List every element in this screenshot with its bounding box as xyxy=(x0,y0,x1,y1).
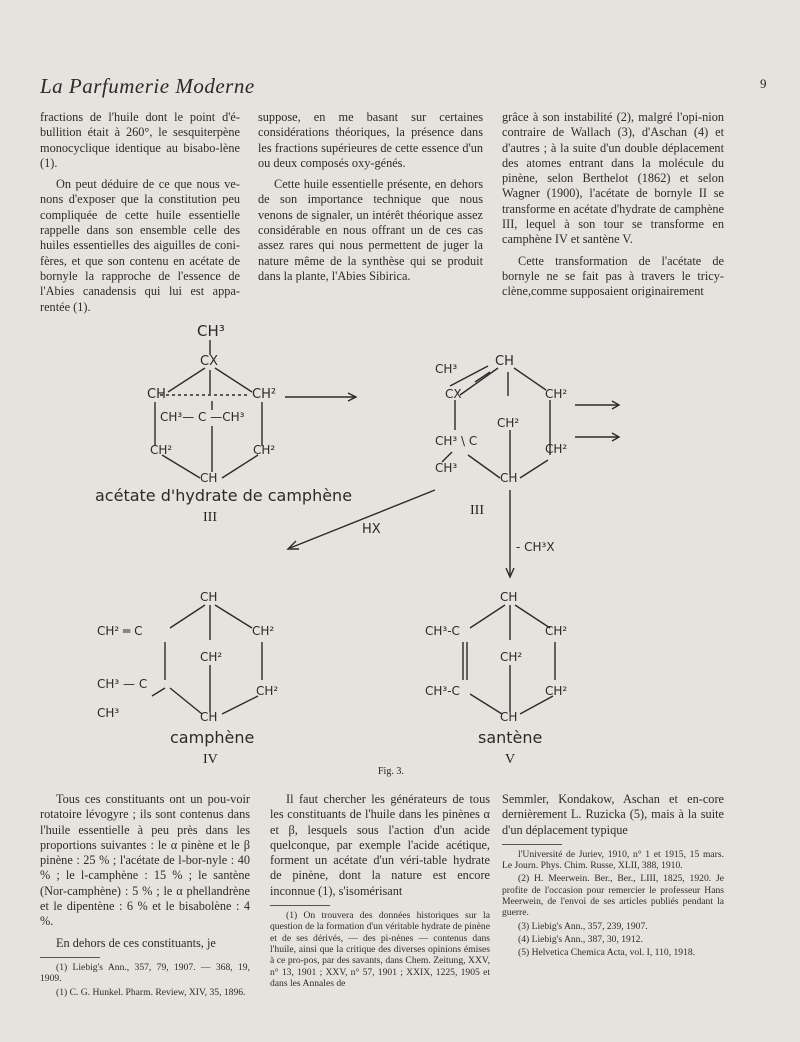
atom-cx: CX xyxy=(200,354,218,369)
atom-ch: CH xyxy=(147,387,166,402)
bottom-column-2 xyxy=(270,792,490,991)
bottom-column-1 xyxy=(40,792,250,1000)
atom-ch3: CH³ xyxy=(435,362,458,376)
atom-ch2: CH² xyxy=(545,624,568,638)
reagent-minus-ch3x: - CH³X xyxy=(516,540,555,554)
atom-ch: CH xyxy=(200,471,218,485)
footnotes xyxy=(40,962,250,998)
atom-ch: CH xyxy=(200,590,218,604)
roman-numeral-III: III xyxy=(203,510,217,525)
footnote: l'Université de Juriev, 1910, n° 1 et 1915, 15 mars. Le Journ. Phys. Chim. Russe, XLII, 388, 1910. xyxy=(502,848,724,872)
atom-ch: CH xyxy=(500,590,518,604)
roman-numeral-III: III xyxy=(470,503,484,518)
atom-ch2: CH² xyxy=(252,387,277,402)
footnote: (5) Helvetica Chemica Acta, vol. I, 110, 1918. xyxy=(518,947,696,959)
footnote: (4) Liebig's Ann., 387, 30, 1912. xyxy=(518,933,643,945)
atom-ch3c: CH³-C xyxy=(425,684,460,698)
atom-ch: CH xyxy=(200,710,218,724)
atom-ch2: CH² xyxy=(545,442,568,456)
atom-cx: CX xyxy=(445,387,462,401)
atom-ch3: CH³ xyxy=(435,461,458,475)
paragraph: grâce à son instabilité (2), malgré l'opi-nion contraire de Wallach (3), d'Aschan (4) et d'autres ; à la suite d'un double déplacement des atomes entrant dans la molécule du pinène, selon Berthelot (1862) et selon Wagner (1900), l'acétate de bornyle II se transforme en acétate d'hydrate de camphène III, lequel à son tour se transforme en camphène IV et santène V. xyxy=(502,110,724,247)
atom-ch2: CH² xyxy=(252,624,275,638)
paragraph: On peut déduire de ce que nous ve-nons d'exposer que la constitution peu compliquée de cette huile essentielle rappelle dans son ensemble celle des huiles essentielles des aiguilles de coni-fères, et que son contenu en acétate de bornyle la rapproche de l'essence de l'Abies canadensis qui lui est appa-rentée (1). xyxy=(40,177,240,314)
atom-ch2: CH² xyxy=(150,443,173,457)
bottom-column-3 xyxy=(502,792,724,961)
santene-label: santène xyxy=(478,728,543,747)
roman-numeral-IV: IV xyxy=(203,752,218,767)
paragraph: fractions de l'huile dont le point d'é-bullition était à 260°, le sesquiterpène monocyclique identique au bisabo-lène (1). xyxy=(40,110,240,170)
atom-ch3dash: CH³ — C xyxy=(97,677,148,691)
atom-ch3c: CH³-C xyxy=(425,624,460,638)
atom-ch3: CH³ xyxy=(197,322,225,340)
atom-ch2: CH² xyxy=(545,684,568,698)
atom-ch2eq: CH² ═ C xyxy=(97,624,143,638)
footnotes xyxy=(270,910,490,989)
atom-ch2: CH² xyxy=(200,650,223,664)
footnote: (1) Liebig's Ann., 357, 79, 1907. — 368, 19, 1909. xyxy=(40,961,250,985)
footnote-rule xyxy=(270,905,330,906)
atom-ch2: CH² xyxy=(500,650,523,664)
atom-ch2: CH² xyxy=(497,416,520,430)
paragraph: Il faut chercher les générateurs de tous les constituants de l'huile dans les pinènes α et β, lesquels sous l'action d'un acide quelconque, par exemple l'acide acétique, forment un acétate d'un véri-table hydrate de pinène, dont la nature est encore inconnue (1), s'isomérisant xyxy=(270,792,490,898)
footnote: (3) Liebig's Ann., 357, 239, 1907. xyxy=(518,920,648,932)
page-number: 9 xyxy=(760,76,767,91)
paragraph: Cette huile essentielle présente, en dehors de son importance technique que nous venons de signaler, un intérêt théorique assez considérable en nous offrant un de ces cas assez rares qui nous permettent de juger la nature même de la synthèse qui se produit dans la plante, l'Abies Sibirica. xyxy=(258,177,483,283)
atom-ch: CH xyxy=(495,354,514,369)
footnote-rule xyxy=(40,957,100,958)
footnotes xyxy=(502,849,724,959)
paragraph: Tous ces constituants ont un pou-voir rotatoire lévogyre ; ils sont contenus dans l'huile essentielle à peu près dans les proportions suivantes : le α pinène et le β pinène : 25 % ; l'acétate de l-bor-nyle : 40 % ; le l-camphène : 15 % ; le santène (Nor-camphène) : 5 % ; le α phellandrène et le dipentène : 6 % et le bisabolène : 4 %. xyxy=(40,792,250,929)
journal-header: La Parfumerie Moderne xyxy=(40,74,255,98)
atom-ch3c: CH³ \ C xyxy=(435,434,478,448)
atom-ch2: CH² xyxy=(545,387,568,401)
atom-ch3cch3: CH³— C —CH³ xyxy=(160,410,245,424)
atom-ch2: CH² xyxy=(253,443,276,457)
paragraph: Semmler, Kondakow, Aschan et en-core dernièrement L. Ruzicka (5), mais à la suite d'un déplacement typique xyxy=(502,792,724,837)
reagent-hx: HX xyxy=(362,522,381,537)
camphene-label: camphène xyxy=(170,728,255,747)
acetate-label: acétate d'hydrate de camphène xyxy=(95,486,353,505)
atom-ch3: CH³ xyxy=(97,706,120,720)
footnote: (1) On trouvera des données historiques sur la question de la formation d'un véritable hydrate de pinène et de ses dérivés, — des pi-nènes — contenus dans l'huile, ainsi que la critique des diverses opinions émises à ce pro-pos, par des savants, dans Chem. Zeitung, XXV, n° 13, 1901 ; XXV, n° 57, 1901 ; XXIX, 1225, 1905 et dans les Annales de xyxy=(270,910,490,989)
footnote: (1) C. G. Hunkel. Pharm. Review, XIV, 35, 1896. xyxy=(56,986,246,998)
atom-ch2: CH² xyxy=(256,684,279,698)
paragraph: En dehors de ces constituants, je xyxy=(56,935,216,950)
roman-numeral-V: V xyxy=(505,752,516,767)
figure-caption: Fig. 3. xyxy=(378,766,404,777)
paragraph: Cette transformation de l'acétate de bornyle ne se fait pas à travers le tricy-clène,comme supposaient originairement xyxy=(502,253,724,299)
atom-ch: CH xyxy=(500,710,518,724)
footnote-rule xyxy=(502,844,562,845)
footnote: (2) H. Meerwein. Ber., Ber., LIII, 1825, 1920. Je profite de l'occasion pour remercier le professeur Hans Meerwein, de l'envoi de ses articles publiés pendant la guerre. xyxy=(502,873,724,919)
paragraph: suppose, en me basant sur certaines considérations théoriques, la présence dans les fractions supérieures de cette essence d'un ou deux composés oxy-génés. xyxy=(258,110,483,170)
atom-ch: CH xyxy=(500,471,518,485)
